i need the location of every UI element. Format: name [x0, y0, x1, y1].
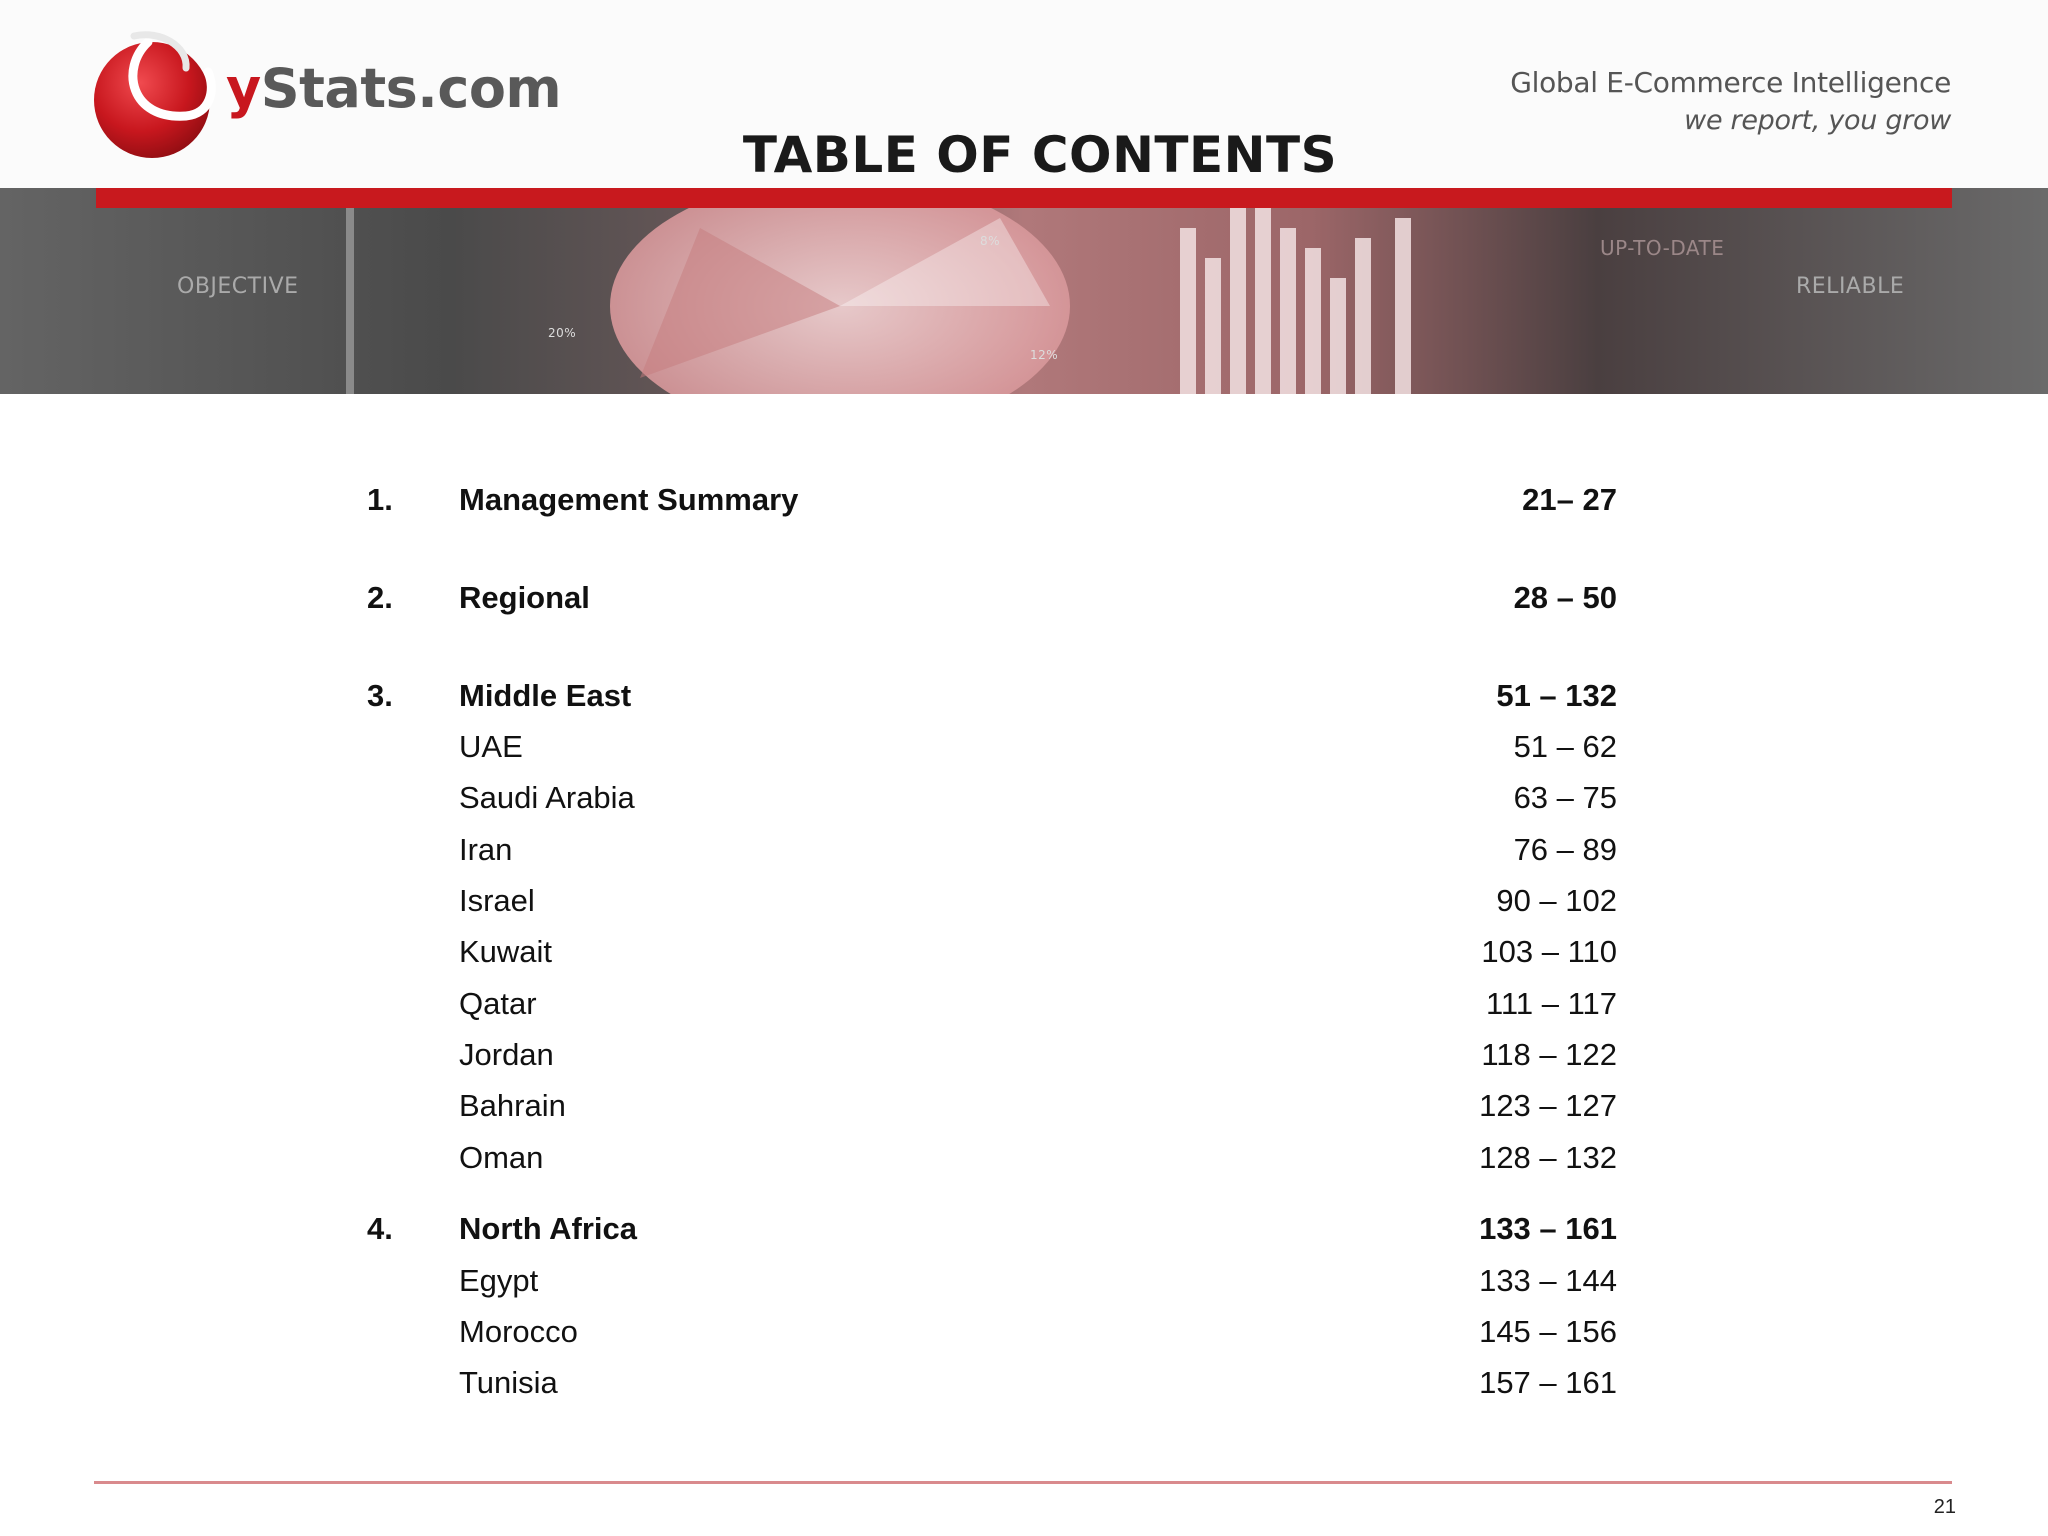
toc-section-title: Regional — [459, 580, 590, 615]
banner-word-objective: OBJECTIVE — [177, 274, 299, 299]
toc-page-range: 133 – 161 — [1479, 1211, 1617, 1246]
toc-entry-uae[interactable] — [367, 727, 1617, 767]
toc-section-number: 4. — [367, 1211, 393, 1246]
toc-page-range: 123 – 127 — [1479, 1088, 1617, 1123]
toc-entry-iran[interactable] — [367, 830, 1617, 870]
toc-entry-qatar[interactable] — [367, 984, 1617, 1024]
banner-chart-label-20: 20% — [548, 326, 577, 340]
toc-page-range: 145 – 156 — [1479, 1314, 1617, 1349]
toc-section-3[interactable] — [367, 676, 1617, 716]
toc-entry-tunisia[interactable] — [367, 1363, 1617, 1403]
toc-page-range: 51 – 132 — [1496, 678, 1617, 713]
toc-section-number: 2. — [367, 580, 393, 615]
slogan-text: we report, you grow — [1684, 105, 1951, 136]
page-header — [0, 0, 2048, 188]
toc-section-title: North Africa — [459, 1211, 637, 1246]
banner-word-reliable: RELIABLE — [1796, 274, 1905, 299]
toc-section-number: 3. — [367, 678, 393, 713]
toc-entry-title: Bahrain — [459, 1088, 566, 1123]
banner-illustration — [0, 188, 2048, 394]
toc-entry-egypt[interactable] — [367, 1261, 1617, 1301]
header-accent-bar — [96, 188, 1952, 208]
toc-section-1[interactable] — [367, 480, 1617, 520]
toc-entry-bahrain[interactable] — [367, 1086, 1617, 1126]
toc-section-4[interactable] — [367, 1209, 1617, 1249]
banner-word-up-to-date: UP-TO-DATE — [1600, 236, 1725, 260]
toc-page-range: 63 – 75 — [1513, 780, 1617, 815]
toc-entry-title: Israel — [459, 883, 535, 918]
toc-entry-title: Kuwait — [459, 934, 553, 969]
toc-entry-title: Oman — [459, 1140, 544, 1175]
toc-page-range: 76 – 89 — [1513, 832, 1617, 867]
toc-entry-kuwait[interactable] — [367, 932, 1617, 972]
toc-entry-morocco[interactable] — [367, 1312, 1617, 1352]
toc-entry-saudi-arabia[interactable] — [367, 778, 1617, 818]
toc-page-range: 133 – 144 — [1479, 1263, 1617, 1298]
page-title: TABLE OF CONTENTS — [742, 126, 1338, 184]
toc-page-range: 118 – 122 — [1481, 1037, 1617, 1072]
toc-entry-title: Egypt — [459, 1263, 539, 1298]
toc-section-2[interactable] — [367, 578, 1617, 618]
header-banner — [0, 188, 2048, 394]
toc-entry-title: Saudi Arabia — [459, 780, 635, 815]
footer-divider — [94, 1481, 1952, 1484]
banner-chart-label-8: 8% — [980, 234, 1001, 248]
toc-entry-title: Tunisia — [459, 1365, 558, 1400]
toc-entry-title: Qatar — [459, 986, 537, 1021]
toc-entry-title: UAE — [459, 729, 523, 764]
banner-chart-label-12: 12% — [1030, 348, 1059, 362]
toc-page-range: 51 – 62 — [1513, 729, 1617, 764]
toc-page-range: 90 – 102 — [1496, 883, 1617, 918]
toc-page-range: 21– 27 — [1522, 482, 1617, 517]
toc-entry-title: Iran — [459, 832, 513, 867]
toc-page-range: 103 – 110 — [1481, 934, 1617, 969]
toc-page-range: 111 – 117 — [1485, 986, 1617, 1021]
toc-page-range: 128 – 132 — [1479, 1140, 1617, 1175]
toc-page-range: 157 – 161 — [1479, 1365, 1617, 1400]
ystats-wordmark: yStats.com — [226, 56, 562, 120]
toc-page-range: 28 – 50 — [1513, 580, 1617, 615]
toc-section-number: 1. — [367, 482, 393, 517]
toc-section-title: Management Summary — [459, 482, 799, 517]
page-number: 21 — [1933, 1496, 1956, 1518]
toc-entry-title: Morocco — [459, 1314, 578, 1349]
tagline-text: Global E-Commerce Intelligence — [1510, 66, 1951, 99]
toc-entry-israel[interactable] — [367, 881, 1617, 921]
toc-entry-jordan[interactable] — [367, 1035, 1617, 1075]
toc-entry-oman[interactable] — [367, 1138, 1617, 1178]
toc-section-title: Middle East — [459, 678, 632, 713]
toc-entry-title: Jordan — [459, 1037, 554, 1072]
